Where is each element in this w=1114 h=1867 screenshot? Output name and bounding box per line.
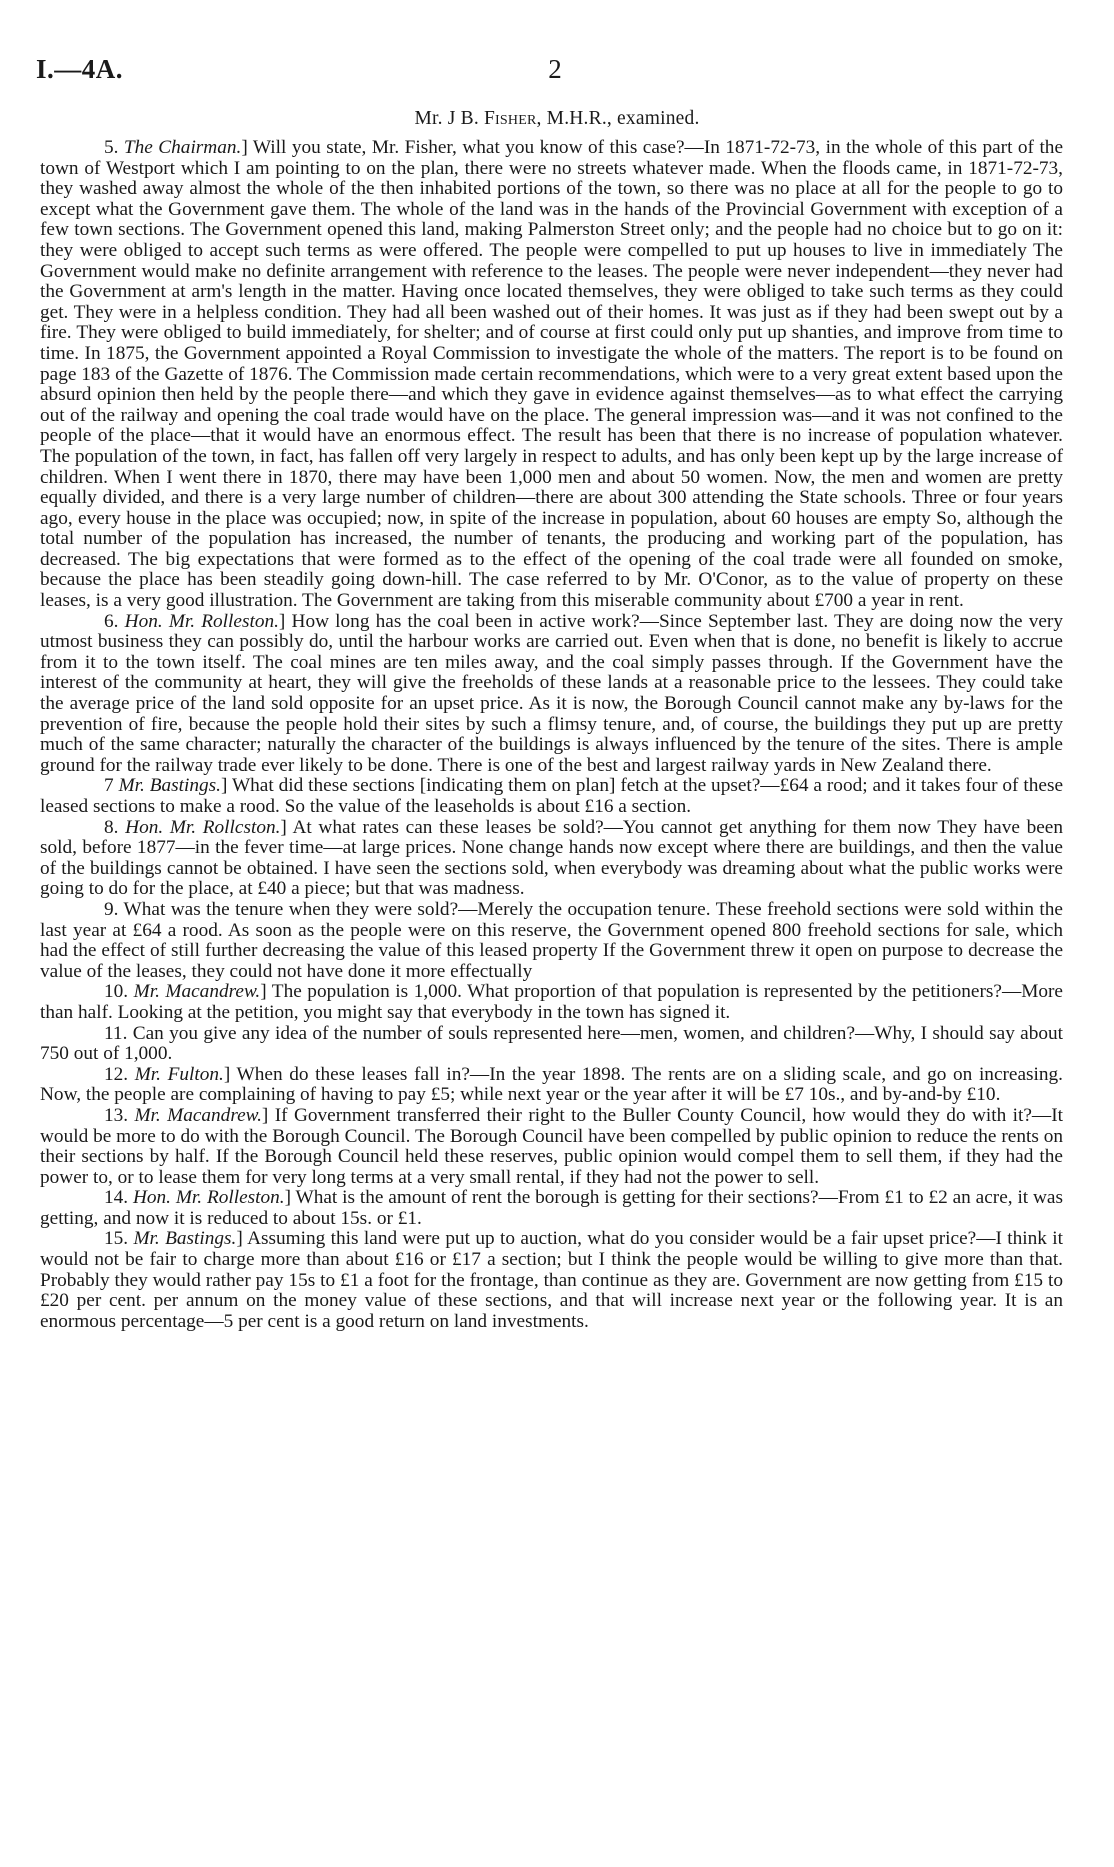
speaker-name: The Chairman. [123,137,242,158]
question-paragraph [40,776,1063,817]
paragraph-text: ] If Government transferred their right to the Buller County Council, how would they do with it?—It would be more to do with the Borough Council. The Borough Council have been compelled by public opinion to reduce the rents on their sections by half. If the Borough Council held these reserves, public opinion would compel them to sell them, if they had the power to, or to lease them for very long terms at a very small rental, if they had not the power to sell. [40,1104,1063,1188]
question-paragraph [40,1229,1063,1332]
question-paragraph [40,818,1063,900]
speaker-name: Mr. Bastings. [133,1228,237,1250]
heading-prefix: Mr. J B. [414,108,484,129]
speaker-name: Mr. Macandrew. [133,981,261,1003]
question-number: 10. [104,981,134,1003]
paragraph-text: ] The population is 1,000. What proportion of that population is represented by the petitioners?—More than half. Looking at the petition, you might say that everybody in the town has signed it. [40,981,1063,1023]
speaker-name: Hon. Mr. Rolleston. [124,610,279,632]
paragraph-text: ] When do these leases fall in?—In the year 1898. The rents are on a sliding scale, and go on increasing. Now, the people are complaining of having to pay £5; while next year or the year after it will be £7 10s., and by-and-by £10. [40,1063,1064,1106]
heading-surname: Fisher [484,108,537,129]
paragraph-text: ] Assuming this land were put up to auction, what do you consider would be a fair upset price?—I think it would not be fair to charge more than about £16 or £17 a section; but I think the people would be willing to give more than that. Probably they would rather pay 15s to £1 a foot for the frontage, than continue as they are. Government are now getting from £15 to £20 per cent. per annum on the money value of these sections, and that will increase next year or the following year. It is an enormous percentage—5 per cent is a good return on land investments. [40,1228,1064,1332]
testimony-body [40,138,1063,1332]
speaker-name: Mr. Bastings. [118,775,221,797]
paragraph-text: ] What is the amount of rent the borough is getting for their sections?—From £1 to £2 an acre, it was getting, and now it is reduced to about 15s. or £1. [40,1187,1063,1229]
question-paragraph [40,982,1063,1023]
question-paragraph [40,1188,1063,1229]
page-number: 2 [548,54,562,84]
paragraph-text: ] At what rates can these leases be sold?—You cannot get anything for them now They have been sold, before 1877—in the fever time—at large prices. None change hands now except where there are buildings, and then the value of the buildings cannot be obtained. I have seen the sections sold, when everybody was dreaming about what the public works were going to do for the place, at £40 a piece; but that was madness. [40,816,1063,900]
question-paragraph [40,138,1063,612]
paragraph-text: ] What did these sections [indicating them on plan] fetch at the upset?—£64 a rood; and it takes four of these leased sections to make a rood. So the value of the leaseholds is about £16 a section. [40,775,1064,817]
question-paragraph [40,1065,1063,1106]
speaker-name: Hon. Mr. Rolleston. [132,1187,285,1209]
question-number: 15. [104,1228,134,1250]
witness-heading [0,108,1114,130]
document-reference: I.—4A. [36,54,124,84]
question-paragraph [40,1106,1063,1188]
paragraph-text: ] How long has the coal been in active work?—Since September last. They are doing now the very utmost business they can possibly do, until the harbour works are carried out. Even when that is done, no benefit is likely to accrue from it to the town itself. The coal mines are ten miles away, and the coal simply passes through. If the Government have the interest of the community at heart, they will give the freeholds of these lands at a reasonable price to the lessees. They could take the average price of the land sold opposite for an upset price. As it is now, the Borough Council cannot make any by-laws for the prevention of fire, because the people hold their sites by such a flimsy tenure, and, of course, the buildings they put up are pretty much of the same character; naturally the character of the buildings is always influenced by the tenure of the sites. There is ample ground for the railway trade ever likely to be done. There is one of the best and largest railway yards in New Zealand there. [40,610,1063,776]
paragraph-text: 9. What was the tenure when they were sold?—Merely the occupation tenure. These freehold sections were sold within the last year at £64 a rood. As soon as the people were on this reserve, the Government opened 800 freehold sections for sale, which had the effect of still further decreasing the value of this leased property If the Government threw it open on purpose to decrease the value of the leases, they could not have done it more effectually [40,898,1063,982]
question-paragraph [40,612,1063,777]
speaker-name: Mr. Fulton. [134,1063,224,1085]
question-number: 13. [104,1104,135,1126]
speaker-name: Mr. Macandrew. [134,1104,262,1126]
question-paragraph [40,1024,1063,1065]
heading-suffix: , M.H.R., examined. [536,108,700,129]
question-number: 12. [104,1063,135,1085]
paragraph-text: ] Will you state, Mr. Fisher, what you know of this case?—In 1871-72-73, in the whole of this part of the town of Westport which I am pointing to on the plan, there were no streets whatever made. When the floods came, in 1871-72-73, they washed away almost the whole of the then inhabited portions of the town, so there was no place at all for the people to go to except what the Government gave them. The whole of the land was in the hands of the Provincial Government with exception of a few town sections. The Government opened this land, making Palmerston Street only; and the people had no choice but to go on it: they were obliged to accept such terms as were offered. The people were compelled to put up houses to live in immediately The Government would make no definite arrangement with reference to the leases. The people were never independent—they never had the Government at arm's length in the matter. Having once located themselves, they were obliged to take such terms as they could get. They were in a helpless condition. They had all been washed out of their homes. It was just as if they had been swept out by a fire. They were obliged to build immediately, for shelter; and of course at first could only put up shanties, and improve from time to time. In 1875, the Government appointed a Royal Commission to investigate the whole of the matters. The report is to be found on page 183 of the Gazette of 1876. The Commission made certain recommendations, which were to a very great extent based upon the absurd opinion then held by the people there—and which they gave in evidence against themselves—as to what effect the carrying out of the railway and opening the coal trade would have on the place. The general impression was—and it was not confined to the people of the place—that it would have an enormous effect. The result has been that there is no increase of population whatever. The population of the town, in fact, has fallen off very largely in respect to adults, and has only been kept up by the large increase of children. When I went there in 1870, there may have been 1,000 men and about 50 women. Now, the men and women are pretty equally divided, and there is a very large number of children—there are about 300 attending the State schools. Three or four years ago, every house in the place was occupied; now, in spite of the increase in population, about 60 houses are empty So, although the total number of the population has increased, the number of tenants, the producing and working part of the population, has decreased. The big expectations that were formed as to the effect of the opening of the coal trade were all founded on smoke, because the place has been steadily going down-hill. The case referred to by Mr. O'Conor, as to the value of property on these leases, is a very good illustration. The Government are taking from this miserable community about £700 a year in rent. [40,137,1063,612]
question-number: 14. [104,1187,133,1209]
paragraph-text: 11. Can you give any idea of the number of souls represented here—men, women, and children?—Why, I should say about 750 out of 1,000. [40,1022,1063,1065]
question-number: 6. [104,610,125,632]
question-number: 7 [104,775,119,797]
question-paragraph [40,900,1063,982]
speaker-name: Hon. Mr. Rollcston. [125,816,281,838]
question-number: 5. [104,137,124,158]
question-number: 8. [104,816,126,838]
page-header [36,54,1074,94]
